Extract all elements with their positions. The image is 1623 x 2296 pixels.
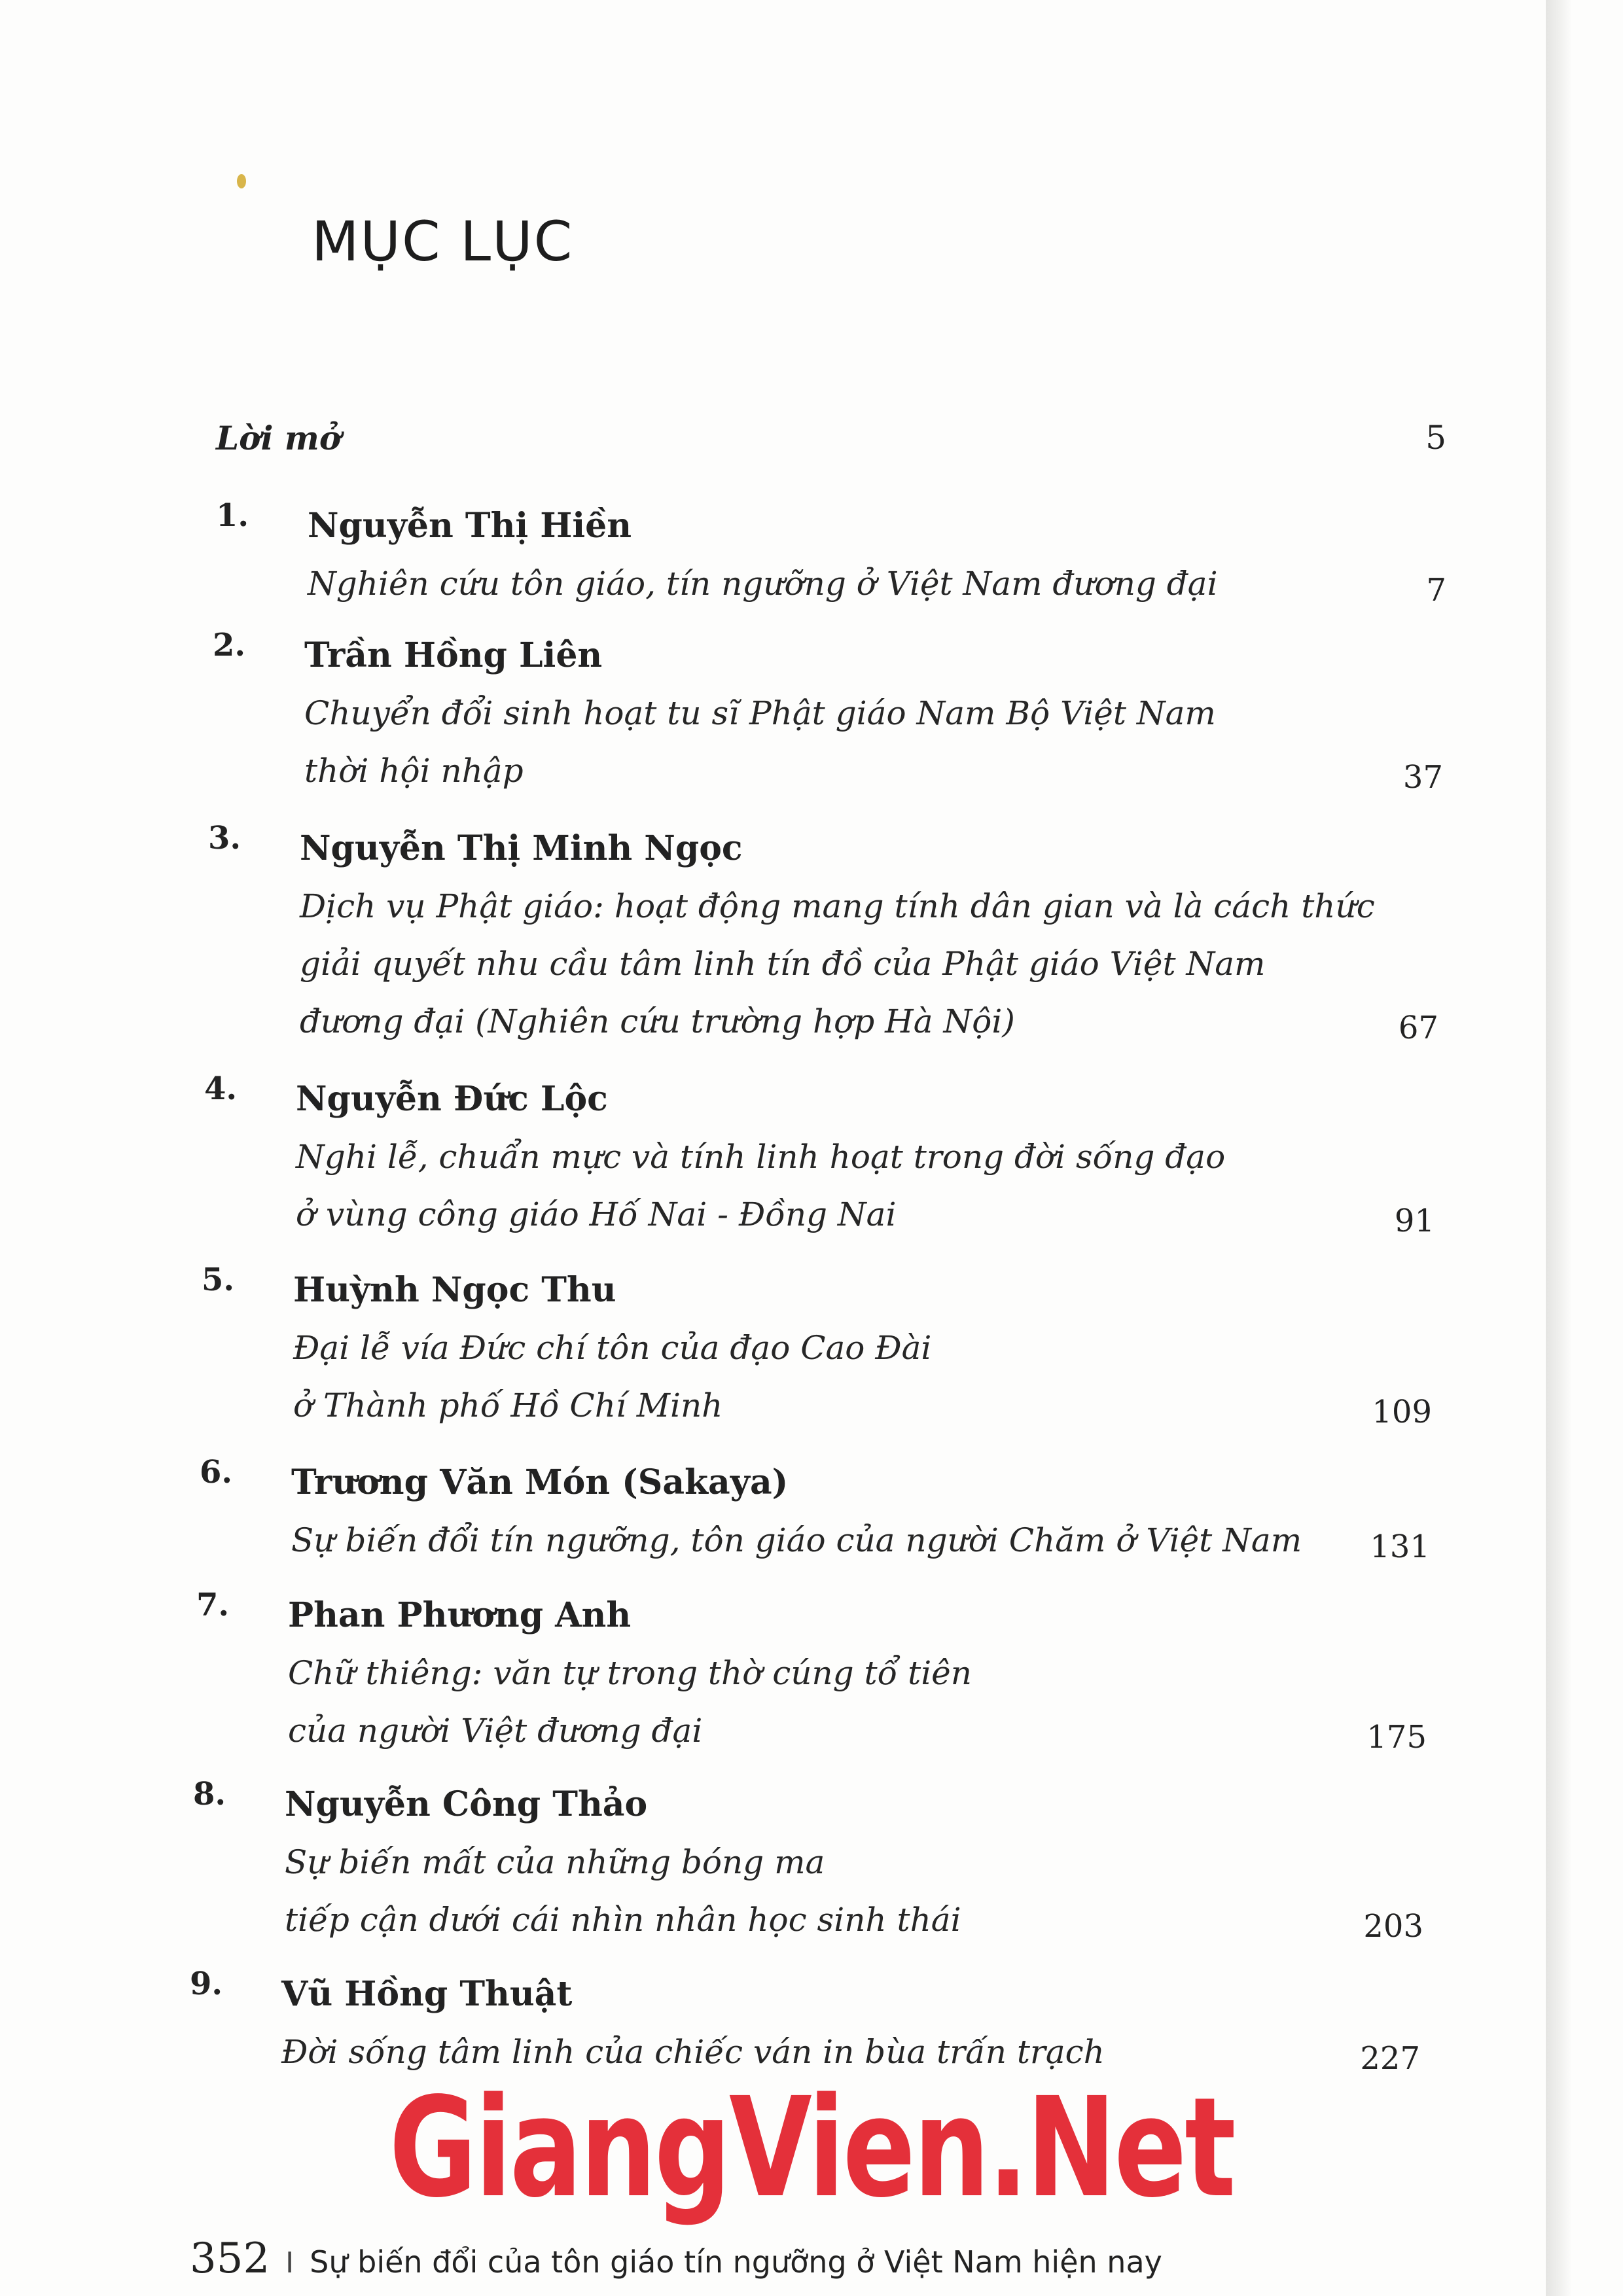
entry-body (285, 1776, 1293, 1949)
intro-title: Lời mở (216, 419, 342, 457)
entry-page: 227 (1360, 2040, 1420, 2077)
entry-number: 4. (204, 1070, 238, 1107)
entry-body (288, 1587, 1296, 1759)
entry-author: Nguyễn Thị Minh Ngọc (300, 828, 743, 868)
toc-entry[interactable] (213, 627, 1443, 800)
entry-number: 9. (190, 1966, 223, 2002)
entry-body (293, 1262, 1301, 1434)
entry-body (308, 497, 1315, 612)
entry-author: Trương Văn Món (Sakaya) (291, 1462, 789, 1502)
entry-number: 8. (193, 1776, 226, 1812)
entry-page: 131 (1370, 1528, 1430, 1565)
entry-number: 7. (196, 1587, 230, 1623)
toc-entry[interactable] (193, 1776, 1423, 1949)
entry-body (300, 820, 1375, 1050)
footer-page-number: 352 (190, 2234, 270, 2283)
entry-title-line: Nghiên cứu tôn giáo, tín ngưỡng ở Việt Nam đương đại (308, 565, 1218, 603)
toc-entry[interactable] (208, 820, 1438, 1050)
entry-title-line: Sự biến mất của những bóng ma (285, 1843, 825, 1881)
entry-number: 1. (216, 497, 249, 534)
page-edge-shadow (1546, 0, 1572, 2296)
entry-title-line: ở Thành phố Hồ Chí Minh (293, 1386, 723, 1424)
entry-page: 203 (1363, 1908, 1423, 1945)
entry-title-line: tiếp cận dưới cái nhìn nhân học sinh thái (285, 1901, 961, 1939)
toc-entry[interactable] (196, 1587, 1427, 1759)
entry-author: Nguyễn Công Thảo (285, 1784, 648, 1824)
entry-title-line: giải quyết nhu cầu tâm linh tín đồ của Phật giáo Việt Nam (300, 945, 1266, 983)
toc-entry[interactable] (200, 1454, 1430, 1569)
intro-page: 5 (1425, 419, 1446, 457)
entry-title-line: Chữ thiêng: văn tự trong thờ cúng tổ tiên (288, 1654, 972, 1692)
entry-title-line: Đại lễ vía Đức chí tôn của đạo Cao Đài (293, 1329, 932, 1367)
entry-number: 3. (208, 820, 241, 857)
entry-page: 7 (1426, 572, 1446, 609)
toc-entry[interactable] (216, 497, 1446, 612)
toc-entry[interactable] (190, 1966, 1420, 2081)
entry-title-line: thời hội nhập (304, 752, 524, 790)
page-title: MỤC LỤC (312, 209, 574, 274)
entry-author: Trần Hồng Liên (304, 635, 603, 675)
entry-title-line: của người Việt đương đại (288, 1712, 703, 1750)
entry-page: 175 (1366, 1719, 1427, 1756)
entry-number: 5. (202, 1262, 235, 1298)
entry-author: Nguyễn Đức Lộc (296, 1079, 608, 1119)
entry-body (304, 627, 1312, 800)
entry-body (296, 1070, 1304, 1243)
entry-page: 67 (1398, 1010, 1438, 1046)
entry-author: Vũ Hồng Thuật (281, 1974, 573, 2014)
entry-author: Huỳnh Ngọc Thu (293, 1270, 616, 1310)
entry-page: 109 (1372, 1394, 1432, 1430)
ink-speck (237, 174, 246, 188)
entry-title-line: Chuyển đổi sinh hoạt tu sĩ Phật giáo Nam Bộ Việt Nam (304, 694, 1216, 732)
toc-entry[interactable] (204, 1070, 1435, 1243)
watermark-logo: GiangVien.Net (389, 2068, 1234, 2228)
entry-page: 37 (1402, 759, 1443, 796)
entry-title-line: Sự biến đổi tín ngưỡng, tôn giáo của người Chăm ở Việt Nam (291, 1521, 1302, 1559)
toc-intro[interactable] (216, 419, 1446, 465)
entry-title-line: đương đại (Nghiên cứu trường hợp Hà Nội) (300, 1002, 1015, 1040)
entry-page: 91 (1394, 1203, 1435, 1239)
entry-title-line: Dịch vụ Phật giáo: hoạt động mang tính dân gian và là cách thức (300, 887, 1375, 925)
page-footer (190, 2234, 1162, 2283)
toc-entry[interactable] (202, 1262, 1432, 1434)
footer-book-title: Sự biến đổi của tôn giáo tín ngưỡng ở Việt Nam hiện nay (310, 2244, 1162, 2280)
entry-author: Nguyễn Thị Hiền (308, 506, 632, 546)
entry-title-line: ở vùng công giáo Hố Nai - Đồng Nai (296, 1195, 897, 1233)
entry-number: 6. (200, 1454, 233, 1491)
entry-author: Phan Phương Anh (288, 1595, 632, 1635)
entry-body (291, 1454, 1302, 1569)
entry-number: 2. (213, 627, 246, 663)
entry-body (281, 1966, 1289, 2081)
entry-title-line: Đời sống tâm linh của chiếc ván in bùa trấn trạch (281, 2033, 1105, 2071)
entry-title-line: Nghi lễ, chuẩn mực và tính linh hoạt trong đời sống đạo (296, 1138, 1226, 1176)
footer-separator: I (285, 2246, 294, 2280)
